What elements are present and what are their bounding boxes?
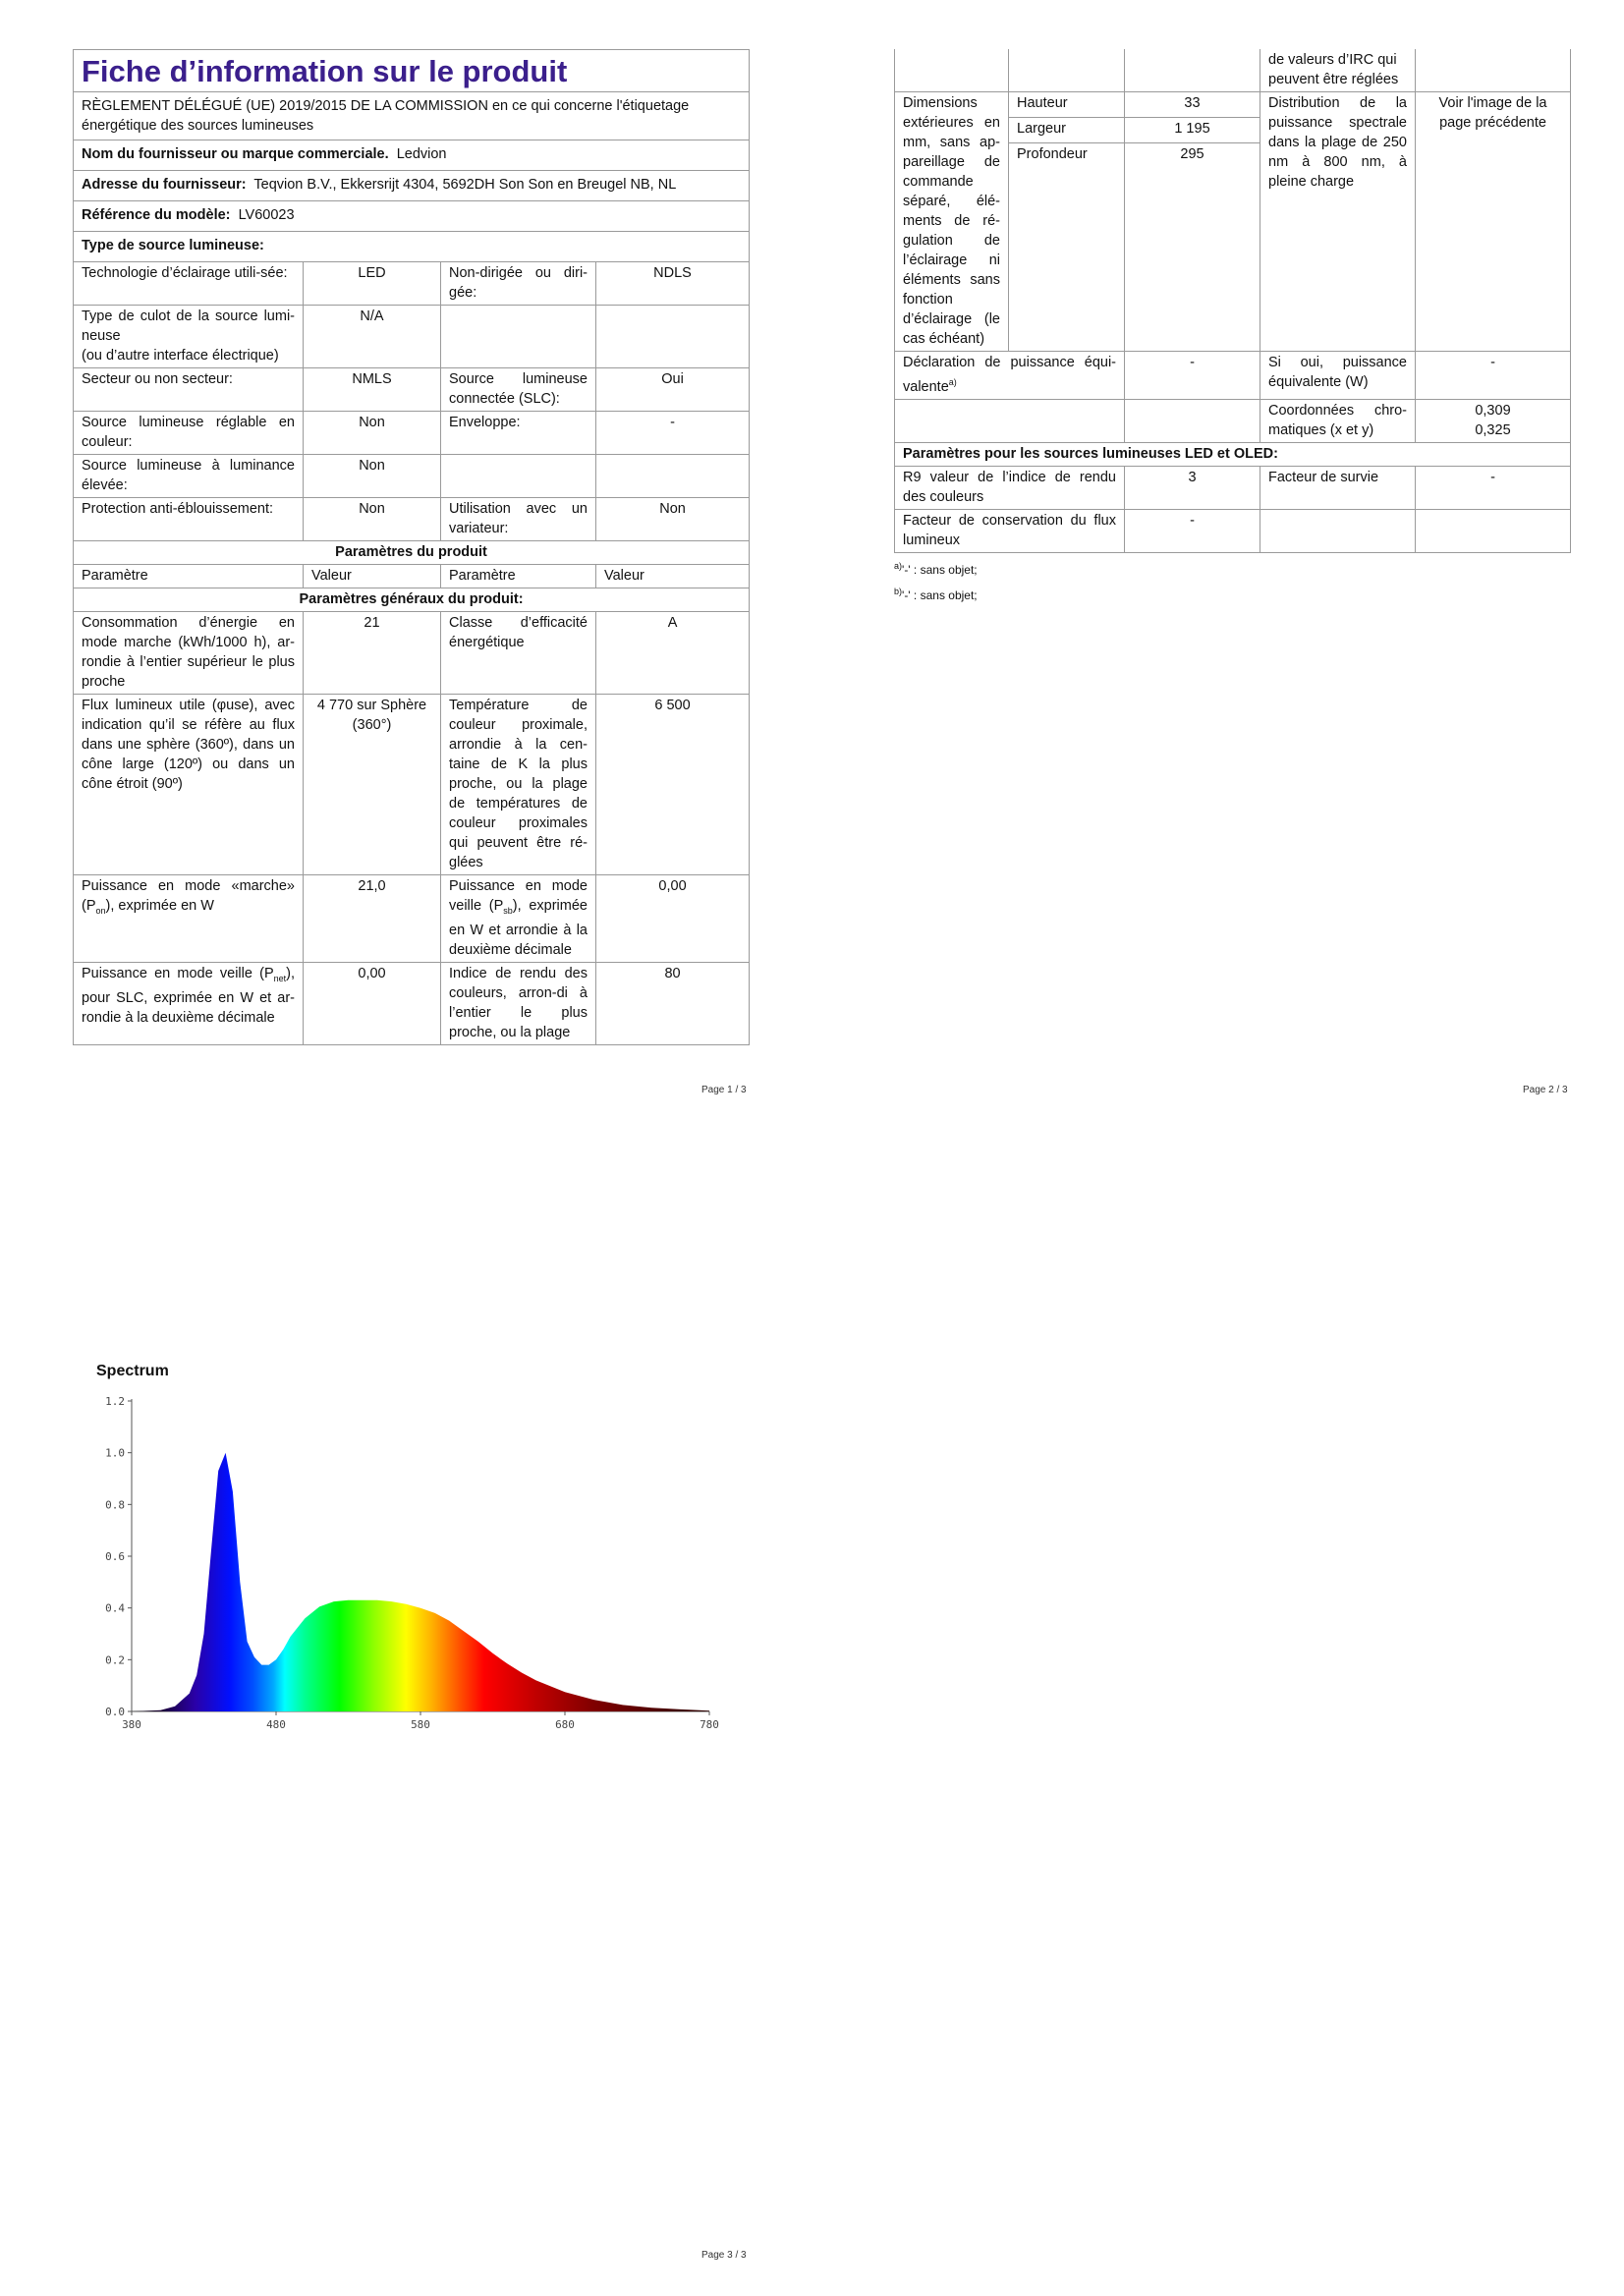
page-1-footer: Page 1 / 3	[701, 1085, 747, 1095]
column-header-row	[74, 565, 750, 588]
footnote-b-mark: b)	[894, 586, 903, 596]
table-row	[895, 466, 1571, 509]
page-3	[0, 1149, 812, 2296]
dim-value: 1 195	[1125, 118, 1260, 143]
value-cell: 80	[596, 962, 750, 1044]
spectral-value: Voir l'image de la page précédente	[1416, 92, 1571, 352]
r9-label: R9 valeur de l’indice de rendu des couleurs	[895, 466, 1125, 509]
standby-power-label-end: ), exprimée en W et arrondie à la deuxième décimale	[449, 898, 588, 958]
product-info-table-continued	[894, 49, 1571, 553]
product-params-heading: Paramètres du produit	[74, 541, 750, 565]
table-row	[895, 399, 1571, 442]
x-tick-labels	[122, 1718, 719, 1731]
table-row	[895, 92, 1571, 118]
param-cell	[441, 455, 596, 498]
supplier-row	[74, 140, 750, 171]
y-tick-label: 1.0	[105, 1446, 125, 1460]
empty-cell	[895, 49, 1009, 92]
empty-cell	[1260, 509, 1416, 552]
empty-cell	[1125, 49, 1260, 92]
empty-cell	[1009, 49, 1125, 92]
survival-value: -	[1416, 466, 1571, 509]
table-row	[74, 262, 750, 306]
supplier-label: Nom du fournisseur ou marque commerciale.	[82, 146, 389, 162]
table-row	[74, 412, 750, 455]
table-row	[74, 498, 750, 541]
on-power-label-end: ), exprimée en W	[105, 898, 214, 914]
equiv-power-value: -	[1416, 352, 1571, 400]
y-tick-label: 0.4	[105, 1601, 125, 1615]
dim-name: Hauteur	[1009, 92, 1125, 118]
footnote-a-text: -' : sans objet;	[904, 562, 978, 577]
address-row	[74, 171, 750, 201]
value-cell: LED	[304, 262, 441, 306]
y-tick-labels	[105, 1395, 125, 1718]
table-row	[74, 695, 750, 875]
value-cell: Non	[304, 455, 441, 498]
chroma-label: Coordonnées chro-matiques (x et y)	[1260, 399, 1416, 442]
col-header-param: Paramètre	[74, 565, 304, 588]
param-cell: Enveloppe:	[441, 412, 596, 455]
param-cell: Source lumineuse à luminance élevée:	[74, 455, 304, 498]
r9-value: 3	[1125, 466, 1260, 509]
value-cell: A	[596, 612, 750, 695]
param-cell: Indice de rendu des couleurs, arron-di à l’entier le plus proche, ou la plage	[441, 962, 596, 1044]
value-cell	[596, 455, 750, 498]
chroma-y: 0,325	[1475, 421, 1511, 438]
led-params-heading: Paramètres pour les sources lumineuses LED et OLED:	[895, 442, 1571, 466]
general-params-heading: Paramètres généraux du produit:	[74, 588, 750, 612]
value-cell: N/A	[304, 306, 441, 368]
empty-cell	[1416, 49, 1571, 92]
param-cell	[441, 306, 596, 368]
x-tick-label: 680	[555, 1718, 575, 1731]
equiv-label-cell	[895, 352, 1125, 400]
page-2-footer: Page 2 / 3	[1523, 1085, 1568, 1095]
param-cell	[441, 875, 596, 963]
y-tick-label: 0.2	[105, 1653, 125, 1667]
on-power-sub: on	[95, 905, 106, 916]
param-cell	[74, 875, 304, 963]
standby-power-label: Puissance en mode veille (P	[449, 878, 588, 914]
empty-cell	[1416, 509, 1571, 552]
param-cell: Protection anti-éblouissement:	[74, 498, 304, 541]
y-tick-label: 1.2	[105, 1395, 125, 1408]
equiv-power-label: Si oui, puissance équivalente (W)	[1260, 352, 1416, 400]
param-cell: Flux lumineux utile (φuse), avec indication qu’il se réfère au flux dans une sphère (360º), dans un cône large (120º) ou dans un cône étroit (90º)	[74, 695, 304, 875]
value-cell: Non	[304, 412, 441, 455]
spectrum-chart	[0, 1149, 812, 1739]
param-cell: Non-dirigée ou diri-gée:	[441, 262, 596, 306]
equiv-value: -	[1125, 352, 1260, 400]
value-cell: 21	[304, 612, 441, 695]
footnote-a-mark: a)	[894, 560, 903, 571]
spectral-label: Distribution de la puissance spectrale dans la plage de 250 nm à 800 nm, à pleine charge	[1260, 92, 1416, 352]
value-cell: Oui	[596, 368, 750, 412]
cap-type-label: Type de culot de la source lumi-neuse	[82, 308, 295, 344]
regulation-text: RÈGLEMENT DÉLÉGUÉ (UE) 2019/2015 DE LA COMMISSION en ce qui concerne l'étiquetage énergétique des sources lumineuses	[74, 92, 750, 140]
table-row	[74, 306, 750, 368]
irc-continuation: de valeurs d’IRC qui peuvent être réglées	[1260, 49, 1416, 92]
dim-name: Profondeur	[1009, 143, 1125, 352]
equiv-label: Déclaration de puissance équi-valente	[903, 355, 1116, 395]
value-cell: NDLS	[596, 262, 750, 306]
net-standby-sub: net	[273, 973, 287, 983]
address-label: Adresse du fournisseur:	[82, 177, 247, 193]
empty-cell	[1125, 399, 1260, 442]
x-tick-label: 580	[411, 1718, 430, 1731]
param-cell: Source lumineuse réglable en couleur:	[74, 412, 304, 455]
col-header-value: Valeur	[596, 565, 750, 588]
page-title: Fiche d’information sur le produit	[74, 50, 750, 92]
product-info-table	[73, 49, 750, 1045]
x-tick-label: 480	[266, 1718, 286, 1731]
y-tick-label: 0.0	[105, 1706, 125, 1718]
value-cell: NMLS	[304, 368, 441, 412]
chroma-value-cell	[1416, 399, 1571, 442]
table-row	[74, 962, 750, 1044]
x-tick-label: 380	[122, 1718, 141, 1731]
supplier-value: Ledvion	[396, 146, 447, 162]
dim-value: 33	[1125, 92, 1260, 118]
standby-power-sub: sb	[503, 905, 513, 916]
page-2	[894, 49, 1572, 606]
table-row	[74, 368, 750, 412]
param-cell: Consommation d’énergie en mode marche (kWh/1000 h), ar-rondie à l’entier supérieur le plus proche	[74, 612, 304, 695]
model-label: Référence du modèle:	[82, 207, 231, 223]
col-header-value: Valeur	[304, 565, 441, 588]
param-cell: Source lumineuse connectée (SLC):	[441, 368, 596, 412]
net-standby-label: Puissance en mode veille (P	[82, 965, 274, 981]
value-cell: Non	[304, 498, 441, 541]
spectrum-area	[132, 1453, 709, 1711]
chart-title: Spectrum	[96, 1363, 169, 1379]
value-cell: 4 770 sur Sphère (360°)	[304, 695, 441, 875]
footnote-b: $^{b)}$'-' : sans objet;	[894, 586, 978, 602]
page-3-footer: Page 3 / 3	[701, 2250, 747, 2261]
table-row	[895, 509, 1571, 552]
param-cell: Température de couleur proximale, arrondie à la cen-taine de K la plus proche, ou la plage de températures de couleur proximales qui peuvent être ré-glées	[441, 695, 596, 875]
value-cell: 6 500	[596, 695, 750, 875]
y-tick-label: 0.8	[105, 1498, 125, 1512]
table-row	[74, 875, 750, 963]
value-cell: 0,00	[596, 875, 750, 963]
page-1	[73, 49, 751, 1045]
address-value: Teqvion B.V., Ekkersrijt 4304, 5692DH Son Son en Breugel NB, NL	[253, 177, 677, 193]
value-cell	[596, 306, 750, 368]
light-type-heading: Type de source lumineuse:	[74, 232, 750, 262]
footnote-a: $^{a)}$'-' : sans objet;	[894, 560, 978, 577]
cap-type-label-note: (ou d’autre interface électrique)	[82, 348, 279, 364]
net-standby-label-end: ), pour SLC, exprimée en W et ar-rondie à la deuxième décimale	[82, 965, 295, 1026]
model-row	[74, 201, 750, 232]
param-cell	[74, 962, 304, 1044]
dim-name: Largeur	[1009, 118, 1125, 143]
table-row	[74, 612, 750, 695]
dimensions-label: Dimensions extérieures en mm, sans ap-pareillage de commande séparé, élé-ments de ré-gulation de l’éclairage ni éléments sans fonction d’éclairage (le cas échéant)	[895, 92, 1009, 352]
survival-label: Facteur de survie	[1260, 466, 1416, 509]
empty-cell	[895, 399, 1125, 442]
x-tick-label: 780	[700, 1718, 719, 1731]
value-cell: Non	[596, 498, 750, 541]
table-row	[895, 49, 1571, 92]
equiv-footnote-mark: a)	[948, 377, 957, 387]
on-power-label: Puissance en mode «marche» (P	[82, 878, 295, 914]
model-value: LV60023	[238, 207, 295, 223]
col-header-param: Paramètre	[441, 565, 596, 588]
dim-value: 295	[1125, 143, 1260, 352]
table-row	[895, 352, 1571, 400]
value-cell: 21,0	[304, 875, 441, 963]
param-cell: Classe d’efficacité énergétique	[441, 612, 596, 695]
maintenance-label: Facteur de conservation du flux lumineux	[895, 509, 1125, 552]
chroma-x: 0,309	[1475, 402, 1511, 419]
maintenance-value: -	[1125, 509, 1260, 552]
table-row	[74, 455, 750, 498]
footnote-b-text: -' : sans objet;	[904, 588, 978, 602]
param-cell: Utilisation avec un variateur:	[441, 498, 596, 541]
value-cell: 0,00	[304, 962, 441, 1044]
param-cell: Technologie d’éclairage utili-sée:	[74, 262, 304, 306]
y-tick-label: 0.6	[105, 1550, 125, 1563]
param-cell: Secteur ou non secteur:	[74, 368, 304, 412]
value-cell: -	[596, 412, 750, 455]
param-cell	[74, 306, 304, 368]
